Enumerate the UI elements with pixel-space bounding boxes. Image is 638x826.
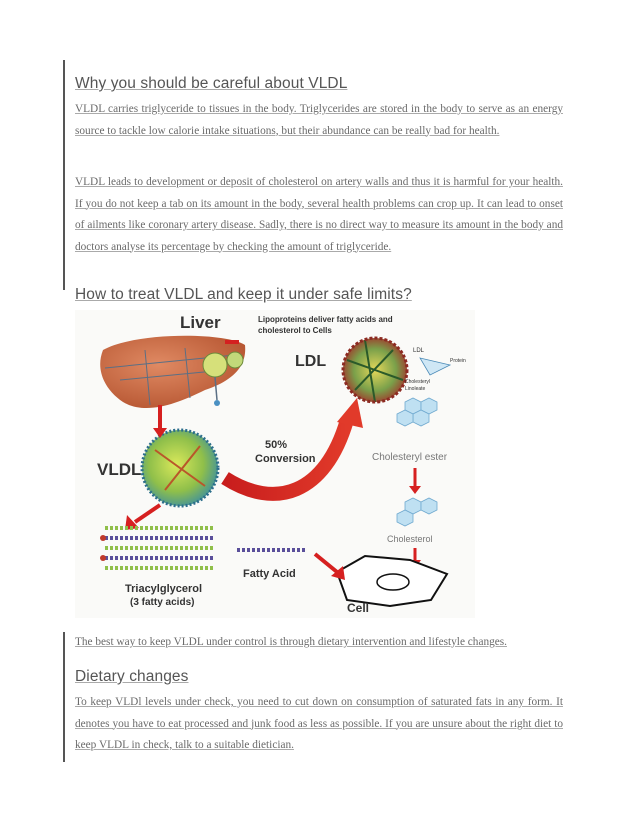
cell-label: Cell [347,601,370,615]
lipoprotein-text-line1: Lipoproteins deliver fatty acids and [258,315,393,324]
cholesterol-label: Cholesterol [387,534,433,544]
vldl-pathway-diagram [75,310,475,618]
fatty-acid-label: Fatty Acid [243,568,296,580]
paragraph-vldl-cholesterol: VLDL leads to development or deposit of cholesterol on artery walls and thus it is harmful for your health. If you do not keep a tab on its amount in the body, several health problems can crop up. It can lead to onset of ailments like coronary artery disease. Sadly, there is no direct way to measure its amount in the body and doctors analyse its percentage by checking the amount of triglyceride. [75,176,563,253]
section-heading-dietary-changes: Dietary changes [75,668,189,685]
protein-small-label: Protein [450,358,466,364]
section-heading-treat-vldl: How to treat VLDL and keep it under safe limits? [75,286,412,303]
vldl-label: VLDL [97,460,142,479]
paragraph-control-vldl: The best way to keep VLDL under control is through dietary intervention and lifestyle changes. [75,636,507,648]
triacylglycerol-sublabel: (3 fatty acids) [130,597,195,608]
ldl-particle [343,338,407,402]
section-heading-vldl-caution: Why you should be careful about VLDL [75,75,348,92]
paragraph-vldl-triglyceride: VLDL carries triglyceride to tissues in the body. Triglycerides are stored in the body to serve as an energy source to tackle low calorie intake situations, but their abundance can be really bad for health. [75,103,563,137]
ldl-label: LDL [295,353,327,370]
cholesteryl-small-label1: Cholesteryl [405,379,431,385]
ldl-small-label: LDL [413,348,425,354]
conversion-percent: 50% [265,439,288,451]
paragraph-dietary-changes: To keep VLDl levels under check, you need to cut down on consumption of saturated fats in any form. It denotes you have to eat processed and junk food as less as possible. If you are unsure about the right diet to keep VLDL in check, talk to a suitable dietician. [75,696,563,751]
margin-rule-top [63,60,65,290]
cholesteryl-ester-label: Cholesteryl ester [372,452,448,463]
cholesteryl-small-label2: Linoleate [405,386,426,392]
vldl-particle [142,430,218,506]
lipoprotein-text-line2: cholesterol to Cells [258,326,332,335]
margin-rule-bottom [63,632,65,762]
liver-label: Liver [180,313,221,332]
conversion-label: Conversion [255,453,316,465]
triacylglycerol-label: Triacylglycerol [125,583,203,595]
